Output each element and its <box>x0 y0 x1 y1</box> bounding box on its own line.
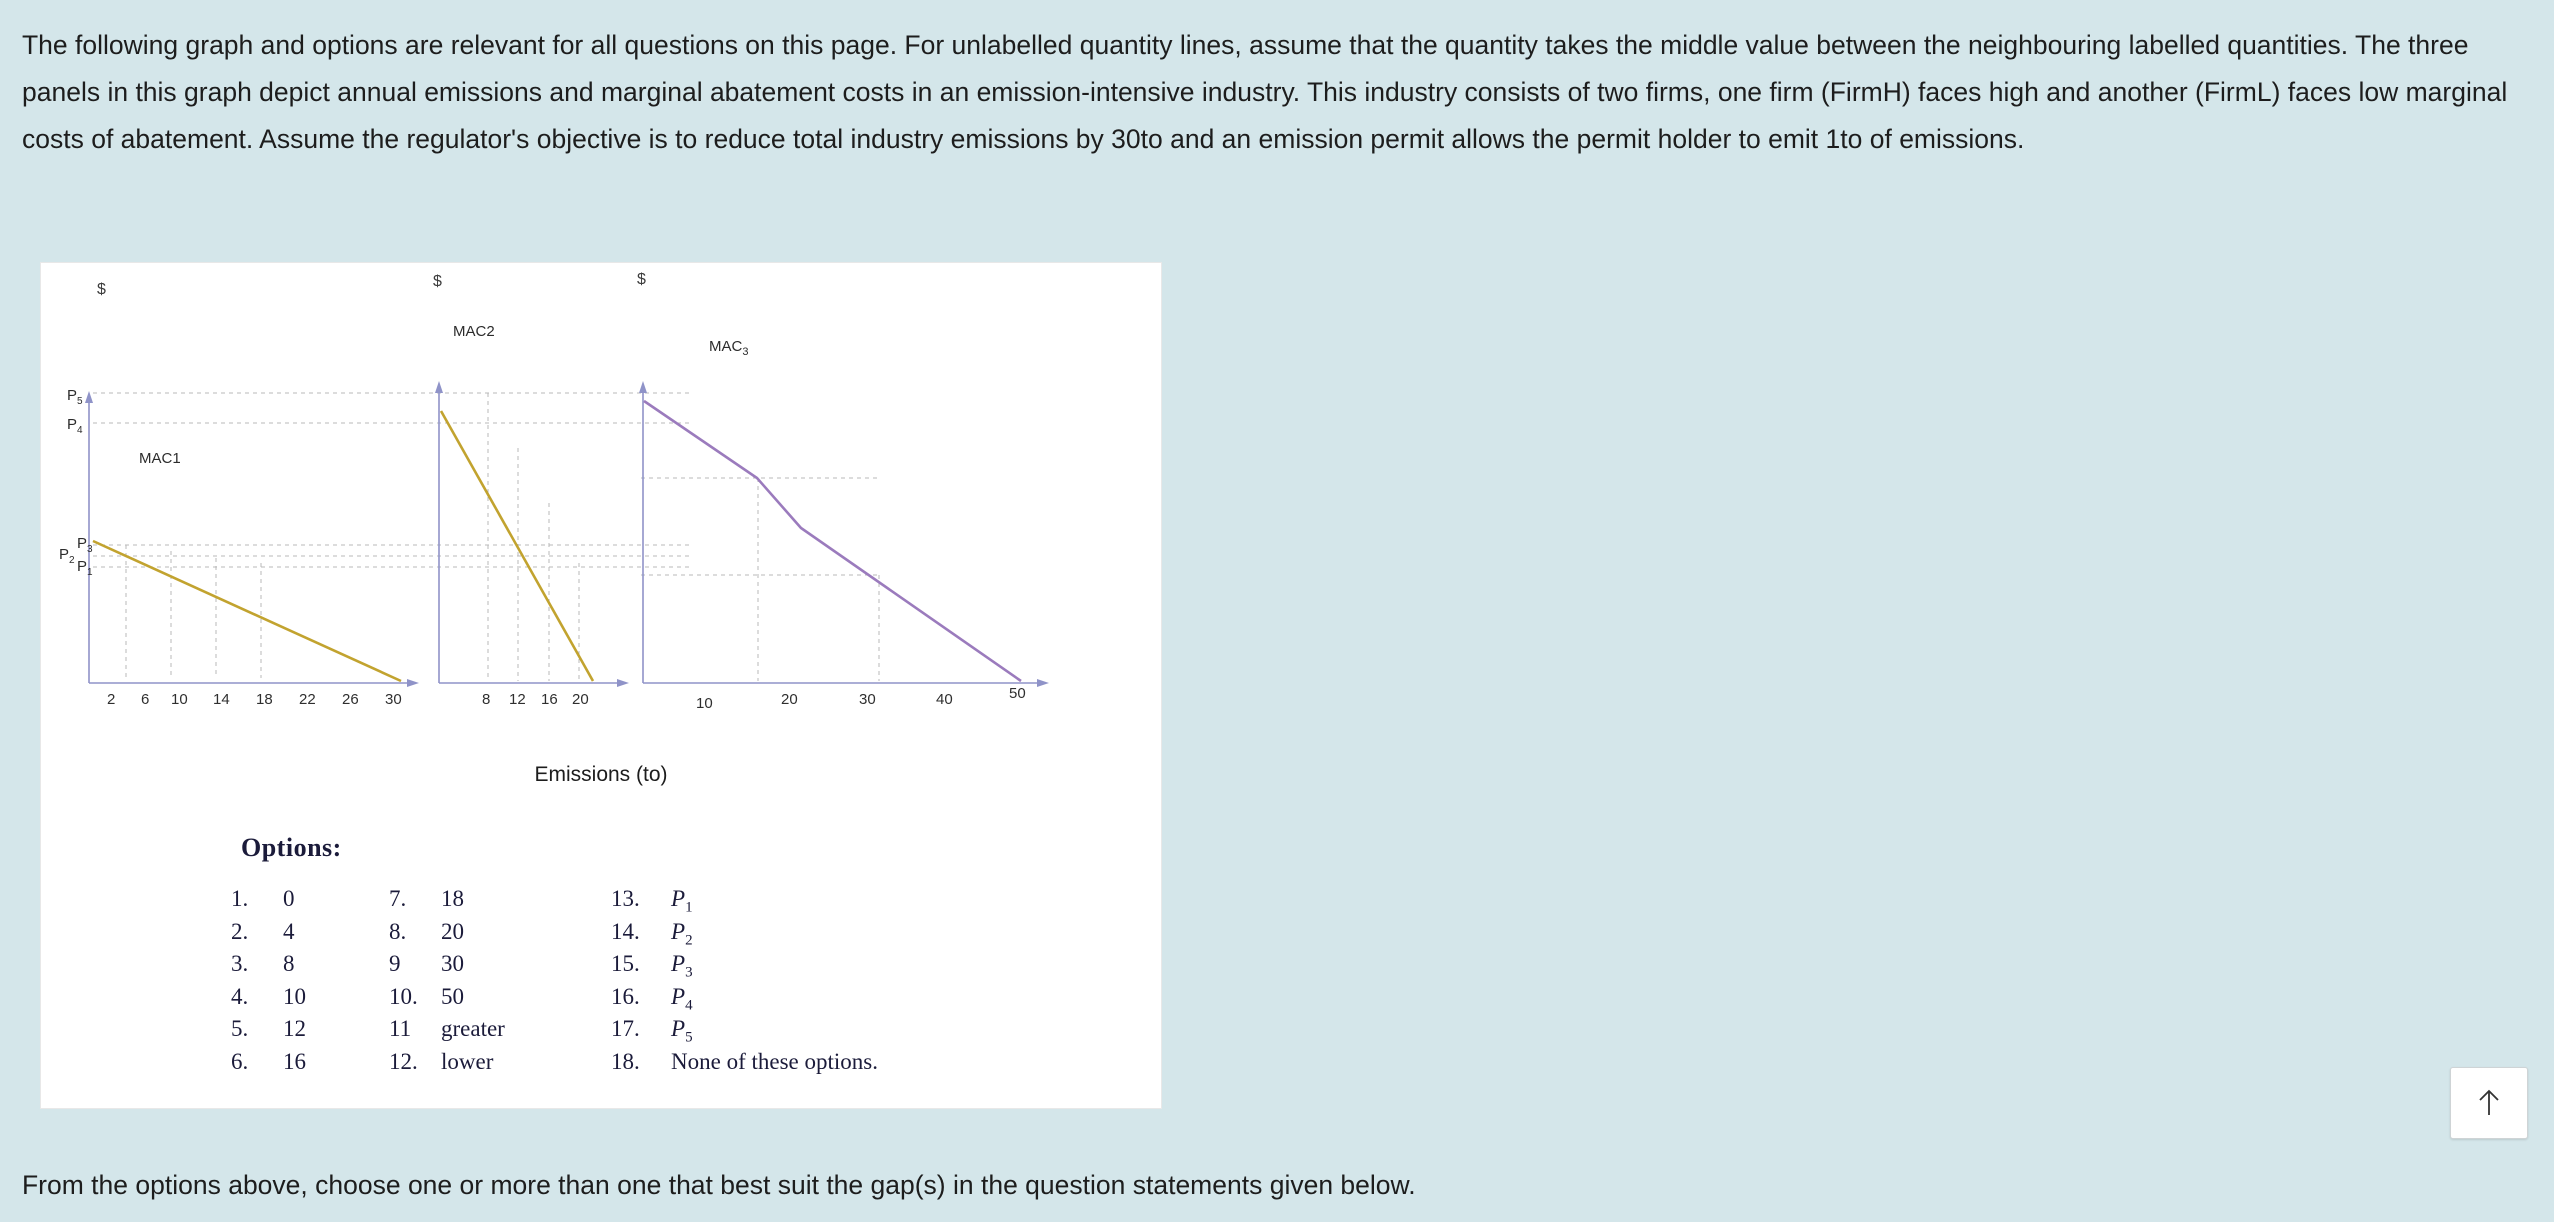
option-item: 9 30 <box>389 951 464 976</box>
option-item: 8. 20 <box>389 918 464 944</box>
panel3-tick-1: 10 <box>696 695 713 712</box>
price-label-p3: $P_3$ <box>77 535 93 555</box>
panel1-tick-5: 18 <box>256 691 273 708</box>
mac-aggregate-curve <box>644 401 1021 681</box>
panel1-tick-2: 6 <box>141 691 150 708</box>
price-label-p2: $P_2$ <box>59 546 75 566</box>
option-item: 6. 16 <box>231 1048 306 1074</box>
option-item: 12. lower <box>389 1048 494 1074</box>
option-item: 13. $P_1$ <box>611 886 693 916</box>
options-column-2 <box>389 883 505 1078</box>
panel1-tick-8: 30 <box>385 691 402 708</box>
price-label-p1: $P_1$ <box>77 558 93 578</box>
panel2-tick-1: 8 <box>482 691 491 708</box>
option-item: 10. 50 <box>389 983 464 1009</box>
option-item: 5. 12 <box>231 1016 306 1041</box>
option-item: 18. None of these options. <box>611 1048 878 1074</box>
option-item: 3. 8 <box>231 951 295 976</box>
option-item: 4. 10 <box>231 983 306 1009</box>
mac-graph-svg <box>41 263 1161 803</box>
panel1-tick-3: 10 <box>171 691 188 708</box>
panel2-tick-2: 12 <box>509 691 526 708</box>
panel2-tick-3: 16 <box>541 691 558 708</box>
panel1-tick-7: 26 <box>342 691 359 708</box>
scroll-to-top-button[interactable] <box>2450 1067 2528 1139</box>
panel1-tick-4: 14 <box>213 691 230 708</box>
x-axis-title: Emissions (to) <box>534 763 668 786</box>
arrow-up-icon <box>2475 1088 2503 1118</box>
options-title: Options: <box>241 833 342 862</box>
options-column-3 <box>611 883 878 1078</box>
panel1-tick-1: 2 <box>107 691 116 708</box>
mac1-curve <box>93 541 401 681</box>
panel1-y-axis-dollar: $ <box>97 281 106 298</box>
panel3-y-axis-dollar: $ <box>637 271 646 288</box>
option-item: 15. $P_3$ <box>611 951 693 981</box>
option-item: 17. $P_5$ <box>611 1016 693 1046</box>
panel3-tick-5: 50 <box>1009 685 1026 702</box>
option-item: 1. 0 <box>231 886 295 911</box>
panel1-tick-6: 22 <box>299 691 316 708</box>
panel3-tick-3: 30 <box>859 691 876 708</box>
price-label-p4: $P_4$ <box>67 416 83 436</box>
option-item: 2. 4 <box>231 918 295 944</box>
mac-aggregate-label: $MAC_3$ <box>709 338 749 358</box>
panel3-tick-4: 40 <box>936 691 953 708</box>
options-column-1 <box>231 883 306 1078</box>
intro-paragraph: The following graph and options are relevant for all questions on this page. For unlabelled quantity lines, assume that the quantity takes the middle value between the neighbouring labelled quantities. The three panels in this graph depict annual emissions and marginal abatement costs in an emission-intensive industry. This industry consists of two firms, one firm (FirmH) faces high and another (FirmL) faces low marginal costs of abatement. Assume the regulator's objective is to reduce total industry emissions by 30to and an emission permit allows the permit holder to emit 1to of emissions. <box>22 30 2508 154</box>
option-item: 14. $P_2$ <box>611 918 693 949</box>
option-item: 16. $P_4$ <box>611 983 693 1014</box>
price-label-p5: $P_5$ <box>67 387 83 407</box>
option-item: 11 greater <box>389 1016 505 1041</box>
footer-instruction: From the options above, choose one or more than one that best suit the gap(s) in the question statements given below. <box>22 1170 1416 1200</box>
figure-card <box>40 262 1162 1109</box>
mac1-label: MAC1 <box>139 450 181 467</box>
graph-area <box>41 263 1161 803</box>
mac2-label: MAC2 <box>453 323 495 340</box>
mac2-curve <box>441 411 593 681</box>
option-item: 7. 18 <box>389 886 464 911</box>
panel2-y-axis-dollar: $ <box>433 273 442 290</box>
panel2-tick-4: 20 <box>572 691 589 708</box>
panel3-tick-2: 20 <box>781 691 798 708</box>
